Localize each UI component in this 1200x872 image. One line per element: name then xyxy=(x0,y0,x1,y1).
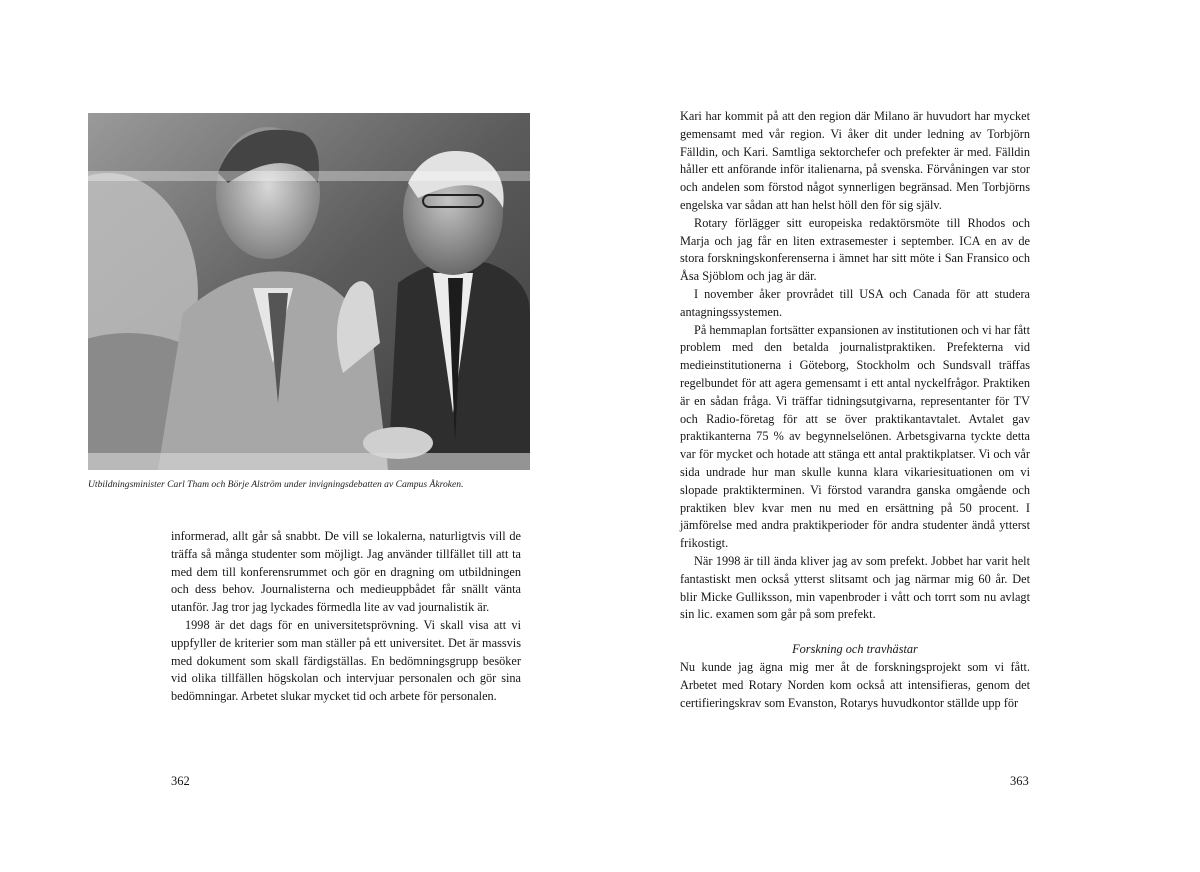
section-subheading: Forskning och travhästar xyxy=(792,642,918,657)
photo-two-men-icon xyxy=(88,113,530,470)
left-body-text xyxy=(171,528,521,706)
photo-caption: Utbildningsminister Carl Tham och Börje Alström under invigningsdebatten av Campus Åkroken. xyxy=(88,479,464,490)
paragraph: När 1998 är till ända kliver jag av som prefekt. Jobbet har varit helt fantastiskt men också ytterst slitsamt och jag närmar mig 60 år. Det blir Micke Gulliksson, min vapenbroder i vått och torrt som nu avlagt sin lic. examen som går på som prefekt. xyxy=(680,553,1030,622)
page-number: 363 xyxy=(1010,774,1029,788)
paragraph: I november åker provrådet till USA och Canada för att studera antagningssystemen. xyxy=(680,286,1030,319)
paragraph: 1998 är det dags för en universitetsprövning. Vi skall visa att vi uppfyller de kriterier som man ställer på ett universitet. Det är massvis med dokument som skall färdigställas. En bedömningsgrupp besöker vid olika tillfällen högskolan och intervjuar personalen och gör sina bedömningar. Arbetet slukar mycket tid och arbete för personalen. xyxy=(171,617,521,704)
paragraph: informerad, allt går så snabbt. De vill se lokalerna, naturligtvis vill de träffa så många studenter som möjligt. Jag använder tillfället till att ta med dem till konferensrummet och gör en dragning om utbildningen och dess behov. Journalisterna och medieuppbådet får snällt vänta utanför. Jag tror jag lyckades förmedla lite av vad journalistik är. xyxy=(171,529,521,615)
paragraph: Kari har kommit på att den region där Milano är huvudort har mycket gemensamt med vår region. Vi åker dit under ledning av Torbjörn Fälldin, och Kari. Samtliga sektorchefer och prefekter är med. Fälldin håller ett anförande inför italienarna, på svenska. Förvåningen var stor och andelen som förstod något synnerligen begränsad. Men Torbjörns engelska var sådan att han helst höll den för sig själv. xyxy=(680,109,1030,212)
right-page xyxy=(600,0,1200,872)
right-body-text xyxy=(680,108,1030,712)
paragraph: Rotary förlägger sitt europeiska redaktörsmöte till Rhodos och Marja och jag får en liten extrasemester i september. ICA en av de stora forskningskonferenserna i ämnet har sitt möte i San Fransico och Åsa Sjöblom och jag är där. xyxy=(680,215,1030,284)
paragraph: Nu kunde jag ägna mig mer åt de forskningsprojekt som vi fått. Arbetet med Rotary Norden kom också att intensifieras, genom det certifieringskrav som Evanston, Rotarys huvudkontor ställde upp för xyxy=(680,659,1030,710)
paragraph: På hemmaplan fortsätter expansionen av institutionen och vi har fått problem med den betalda journalistpraktiken. Prefekterna vid medieinstitutionerna i Göteborg, Stockholm och Sundsvall träffas regelbundet för att agera gemensamt i ett antal nyckelfrågor. Praktiken är en sådan fråga. Vi träffar tidningsutgivarna, representanter för TV och Radio-företag för att se över praktikantavtalet. Avtalet gav praktikanterna 75 % av begynnelselönen. Arbetsgivarna tyckte detta var för mycket och hotade att stänga ett antal praktikplatser. Vi och vår sida undrade hur man skulle kunna klara vikariesituationen om vi slopade praktikterminen. Vi förstod varandra ganska omgående och praktiken blev kvar men nu med en ersättning på 50 procent. I jämförelse med andra praktikperioder för andra studenter ändå ytterst frikostigt. xyxy=(680,322,1030,551)
page-number: 362 xyxy=(171,774,190,788)
photo-panel-debate xyxy=(88,113,530,470)
